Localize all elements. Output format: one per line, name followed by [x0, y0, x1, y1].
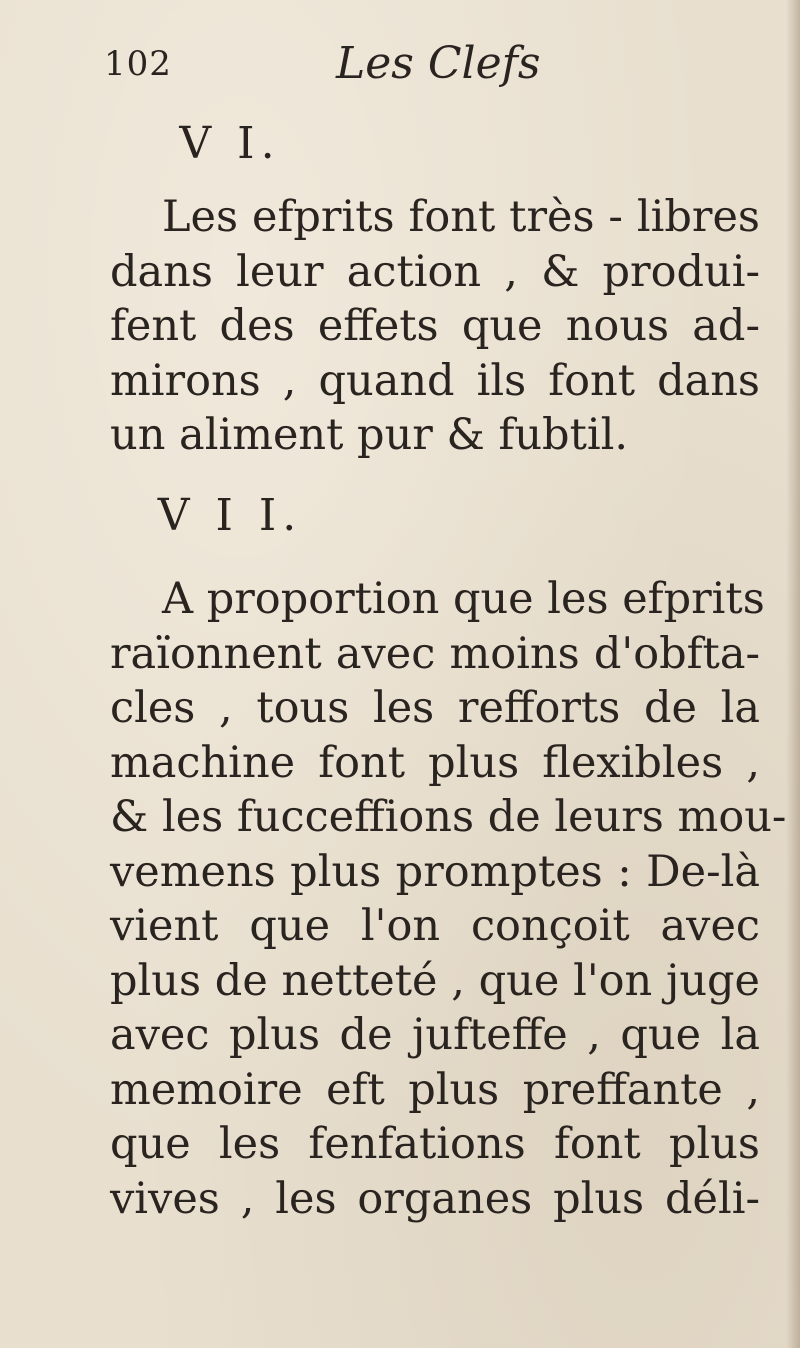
running-head [104, 38, 544, 88]
text-line: memoire eft plus preffante , [110, 1064, 760, 1115]
text-line: que les fenfations font plus [110, 1119, 760, 1169]
text-line: raïonnent avec moins d'obfta- [110, 628, 760, 679]
page-number: 102 [104, 44, 172, 84]
text-line: mirons , quand ils font dans [110, 355, 760, 406]
text-line: plus de netteté , que l'on juge [110, 955, 760, 1006]
section-heading-7: V I I. [157, 490, 303, 541]
text-line: vemens plus promptes : De-là [110, 846, 760, 897]
text-line: avec plus de jufteffe , que la [110, 1010, 760, 1060]
running-title: Les Clefs [336, 38, 541, 89]
text-line: vives , les organes plus déli- [110, 1173, 760, 1224]
text-line: vient que l'on conçoit avec [110, 901, 760, 951]
text-line: dans leur action , & produi- [110, 246, 760, 297]
paragraph-section-6 [110, 190, 760, 463]
text-line: machine font plus flexibles , [110, 737, 760, 788]
text-line: Les efprits font très - libres [162, 192, 760, 242]
text-line: A proportion que les efprits [162, 574, 765, 624]
text-line: fent des effets que nous ad- [110, 301, 760, 351]
text-line: un aliment pur & fubtil. [110, 410, 629, 460]
section-heading-6: V I. [179, 118, 281, 169]
page-edge-shadow [786, 0, 800, 1348]
paragraph-section-7 [110, 572, 787, 1226]
text-line: cles , tous les refforts de la [110, 683, 760, 733]
text-line: & les fucceffions de leurs mou- [110, 792, 787, 842]
